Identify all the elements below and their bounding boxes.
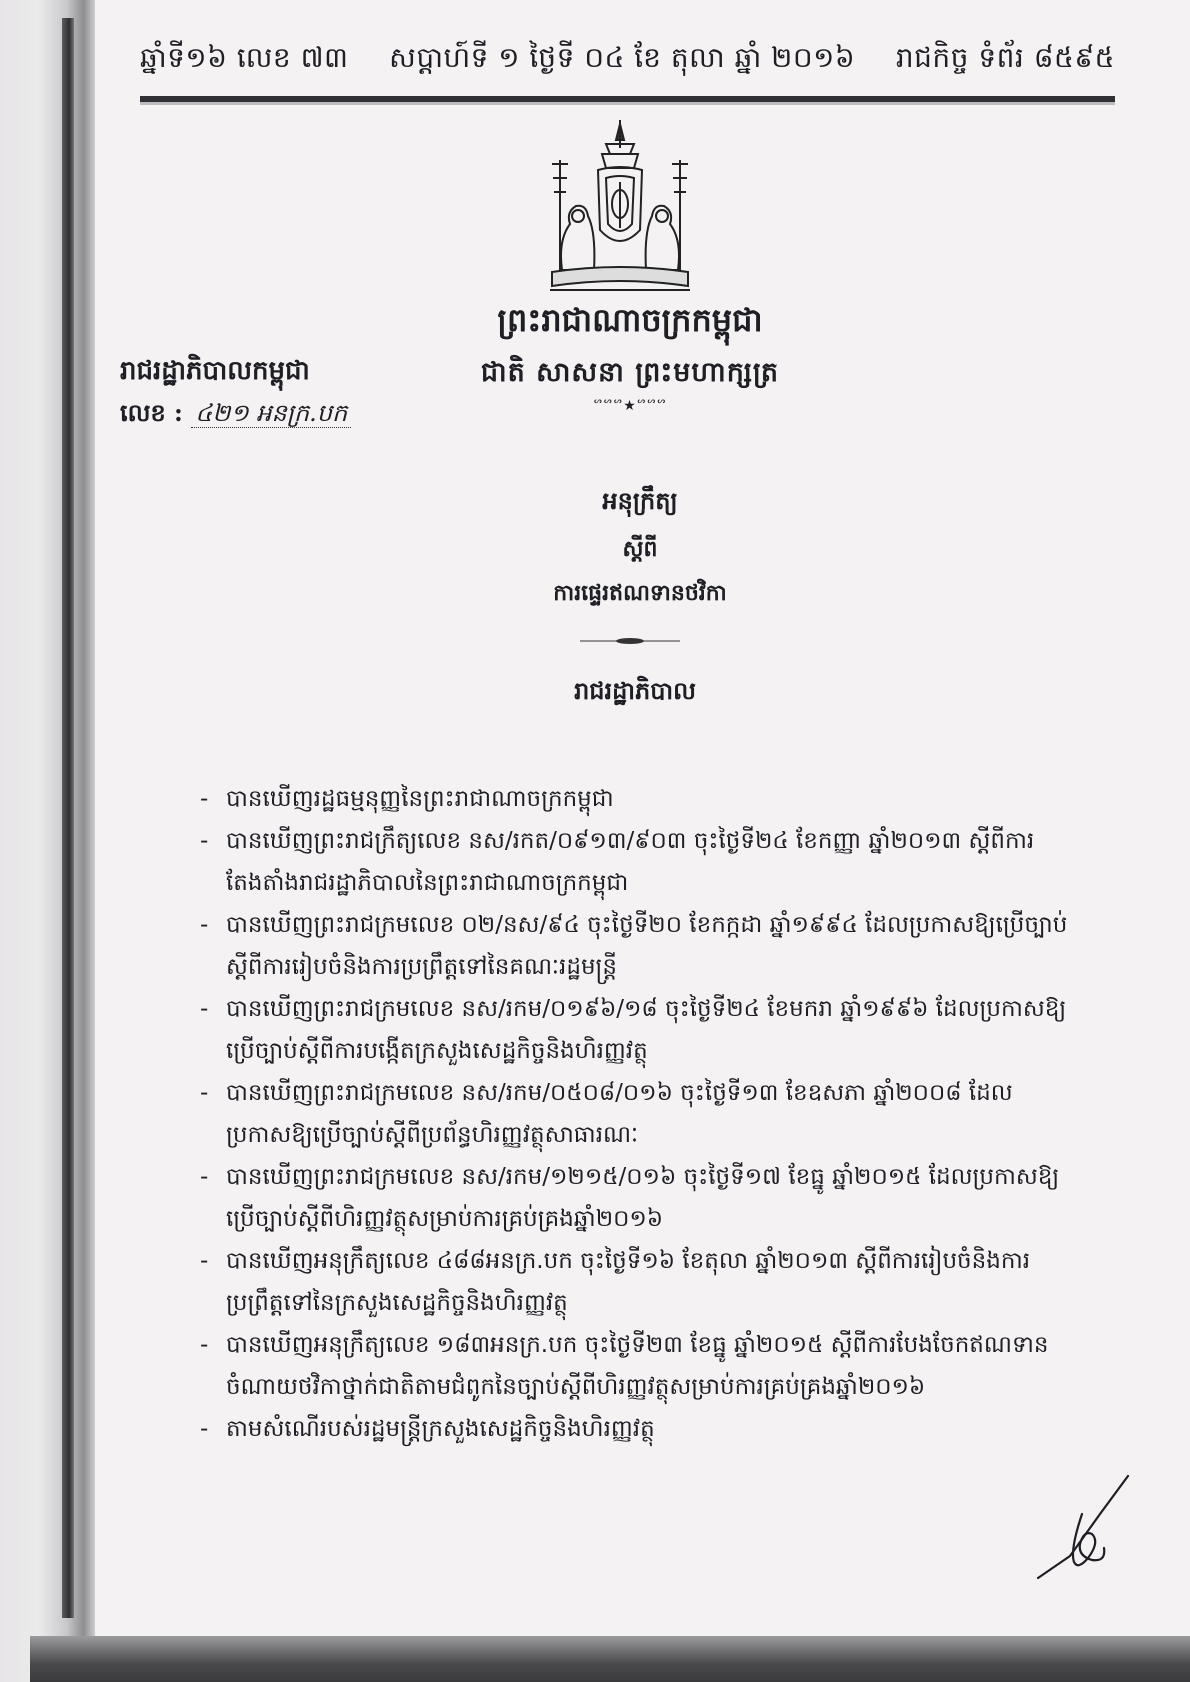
- national-motto: ជាតិ សាសនា ព្រះមហាក្សត្រ: [480, 357, 780, 388]
- clause-text: បានឃើញព្រះរាជក្រមលេខ ០២/នស/៩៤ ចុះថ្ងៃទី២០ ខែកក្កដា ឆ្នាំ១៩៩៤ ដែលប្រកាសឱ្យប្រើច្បាប់ស្តីពីការរៀបចំនិងការប្រព្រឹត្តទៅនៃគណៈរដ្ឋមន្ត្រី: [226, 912, 1068, 980]
- list-item: - បានឃើញព្រះរាជក្រមលេខ នស/រកម/០៥០៨/០១៦ ចុះថ្ងៃទី១៣ ខែឧសភា ឆ្នាំ២០០៨ ដែលប្រកាសឱ្យប្រើច្បាប់ស្តីពីប្រព័ន្ធហិរញ្ញវត្ថុសាធារណៈ: [200, 1080, 1013, 1148]
- reference-number: [120, 398, 351, 433]
- clause-text: បានឃើញព្រះរាជក្រមលេខ នស/រកម/១២១៥/០១៦ ចុះថ្ងៃទី១៧ ខែធ្នូ ឆ្នាំ២០១៥ ដែលប្រកាសឱ្យប្រើច្បាប់ស្តីពីហិរញ្ញវត្ថុសម្រាប់ការគ្រប់គ្រងឆ្នាំ២០១៦: [226, 1164, 1060, 1232]
- list-item: - បានឃើញព្រះរាជក្រមលេខ នស/រកម/០១៩៦/១៨ ចុះថ្ងៃទី២៤ ខែមករា ឆ្នាំ១៩៩៦ ដែលប្រកាសឱ្យប្រើច្បាប់ស្តីពីការបង្កើតក្រសួងសេដ្ឋកិច្ចនិងហិរញ្ញវត្ថុ: [200, 996, 1067, 1064]
- motto-ornament: ᔥᔥᔥ★ᔥᔥᔥ: [593, 398, 667, 414]
- clause-text: បានឃើញព្រះរាជក្រមលេខ នស/រកម/០៥០៨/០១៦ ចុះថ្ងៃទី១៣ ខែឧសភា ឆ្នាំ២០០៨ ដែលប្រកាសឱ្យប្រើច្បាប់ស្តីពីប្រព័ន្ធហិរញ្ញវត្ថុសាធារណៈ: [226, 1080, 1013, 1148]
- title-divider: [580, 636, 680, 646]
- binding-edge: [62, 18, 74, 1618]
- header-rule: [140, 96, 1115, 102]
- issuer-heading: រាជរដ្ឋាភិបាល: [574, 676, 696, 705]
- binding-shadow: [0, 0, 95, 1682]
- list-item: - បានឃើញព្រះរាជក្រមលេខ ០២/នស/៩៤ ចុះថ្ងៃទី២០ ខែកក្កដា ឆ្នាំ១៩៩៤ ដែលប្រកាសឱ្យប្រើច្បាប់ស្តីពីការរៀបចំនិងការប្រព្រឹត្តទៅនៃគណៈរដ្ឋមន្ត្រី: [200, 912, 1068, 980]
- preamble-list: [200, 778, 1080, 1450]
- list-item: - បានឃើញរដ្ឋធម្មនុញ្ញនៃព្រះរាជាណាចក្រកម្ពុជា: [200, 786, 614, 812]
- clause-text: បានឃើញរដ្ឋធម្មនុញ្ញនៃព្រះរាជាណាចក្រកម្ពុជា: [226, 786, 614, 812]
- issuing-government: រាជរដ្ឋាភិបាលកម្ពុជា: [120, 356, 310, 386]
- gazette-date: សប្តាហ៍ទី ១ ថ្ងៃទី ០៤ ខែ តុលា ឆ្នាំ ២០១៦: [389, 41, 856, 74]
- clause-text: តាមសំណើរបស់រដ្ឋមន្ត្រីក្រសួងសេដ្ឋកិច្ចនិងហិរញ្ញវត្ថុ: [226, 1416, 655, 1442]
- kingdom-name: ព្រះរាជាណាចក្រកម្ពុជា: [497, 301, 763, 339]
- clause-text: បានឃើញអនុក្រឹត្យលេខ ៤៨៨អនក្រ.បក ចុះថ្ងៃទី១៦ ខែតុលា ឆ្នាំ២០១៣ ស្តីពីការរៀបចំនិងការប្រព្រឹត្តទៅនៃក្រសួងសេដ្ឋកិច្ចនិងហិរញ្ញវត្ថុ: [226, 1248, 1031, 1316]
- reference-handwritten: ៤២១ អនក្រ.បក: [191, 399, 351, 428]
- initial-signature: [1030, 1470, 1130, 1580]
- list-item: - តាមសំណើរបស់រដ្ឋមន្ត្រីក្រសួងសេដ្ឋកិច្ចនិងហិរញ្ញវត្ថុ: [200, 1416, 655, 1442]
- clause-text: បានឃើញព្រះរាជក្រមលេខ នស/រកម/០១៩៦/១៨ ចុះថ្ងៃទី២៤ ខែមករា ឆ្នាំ១៩៩៦ ដែលប្រកាសឱ្យប្រើច្បាប់ស្តីពីការបង្កើតក្រសួងសេដ្ឋកិច្ចនិងហិរញ្ញវត្ថុ: [226, 996, 1067, 1064]
- royal-arms-icon: [540, 120, 700, 300]
- document-about: ស្តីពី: [622, 536, 658, 562]
- document-subject: ការផ្ទេរឥណទានថវិកា: [553, 580, 727, 606]
- list-item: - បានឃើញព្រះរាជក្រឹត្យលេខ នស/រកត/០៩១៣/៩០៣ ចុះថ្ងៃទី២៤ ខែកញ្ញា ឆ្នាំ២០១៣ ស្តីពីការតែងតាំងរាជរដ្ឋាភិបាលនៃព្រះរាជាណាចក្រកម្ពុជា: [200, 828, 1035, 896]
- scan-bottom-shadow: [30, 1636, 1190, 1682]
- document-type: អនុក្រឹត្យ: [602, 486, 678, 515]
- gazette-year-number: ឆ្នាំទី១៦ លេខ ៧៣: [140, 41, 349, 74]
- list-item: - បានឃើញអនុក្រឹត្យលេខ ៤៨៨អនក្រ.បក ចុះថ្ងៃទី១៦ ខែតុលា ឆ្នាំ២០១៣ ស្តីពីការរៀបចំនិងការប្រព្រឹត្តទៅនៃក្រសួងសេដ្ឋកិច្ចនិងហិរញ្ញវត្ថុ: [200, 1248, 1031, 1316]
- reference-label: លេខ :: [120, 398, 183, 427]
- clause-text: បានឃើញអនុក្រឹត្យលេខ ១៨៣អនក្រ.បក ចុះថ្ងៃទី២៣ ខែធ្នូ ឆ្នាំ២០១៥ ស្តីពីការបែងចែកឥណទានចំណាយថវិកាថ្នាក់ជាតិតាមជំពូកនៃច្បាប់ស្តីពីហិរញ្ញវត្ថុសម្រាប់ការគ្រប់គ្រងឆ្នាំ២០១៦: [226, 1332, 1049, 1400]
- clause-text: បានឃើញព្រះរាជក្រឹត្យលេខ នស/រកត/០៩១៣/៩០៣ ចុះថ្ងៃទី២៤ ខែកញ្ញា ឆ្នាំ២០១៣ ស្តីពីការតែងតាំងរាជរដ្ឋាភិបាលនៃព្រះរាជាណាចក្រកម្ពុជា: [226, 828, 1035, 896]
- document-title: [480, 486, 800, 611]
- list-item: - បានឃើញព្រះរាជក្រមលេខ នស/រកម/១២១៥/០១៦ ចុះថ្ងៃទី១៧ ខែធ្នូ ឆ្នាំ២០១៥ ដែលប្រកាសឱ្យប្រើច្បាប់ស្តីពីហិរញ្ញវត្ថុសម្រាប់ការគ្រប់គ្រងឆ្នាំ២០១៦: [200, 1164, 1060, 1232]
- list-item: - បានឃើញអនុក្រឹត្យលេខ ១៨៣អនក្រ.បក ចុះថ្ងៃទី២៣ ខែធ្នូ ឆ្នាំ២០១៥ ស្តីពីការបែងចែកឥណទានចំណាយថវិកាថ្នាក់ជាតិតាមជំពូកនៃច្បាប់ស្តីពីហិរញ្ញវត្ថុសម្រាប់ការគ្រប់គ្រងឆ្នាំ២០១៦: [200, 1332, 1049, 1400]
- gazette-header-line: [140, 40, 1115, 81]
- gazette-page: រាជកិច្ច ទំព័រ ៨៥៩៥: [895, 41, 1115, 74]
